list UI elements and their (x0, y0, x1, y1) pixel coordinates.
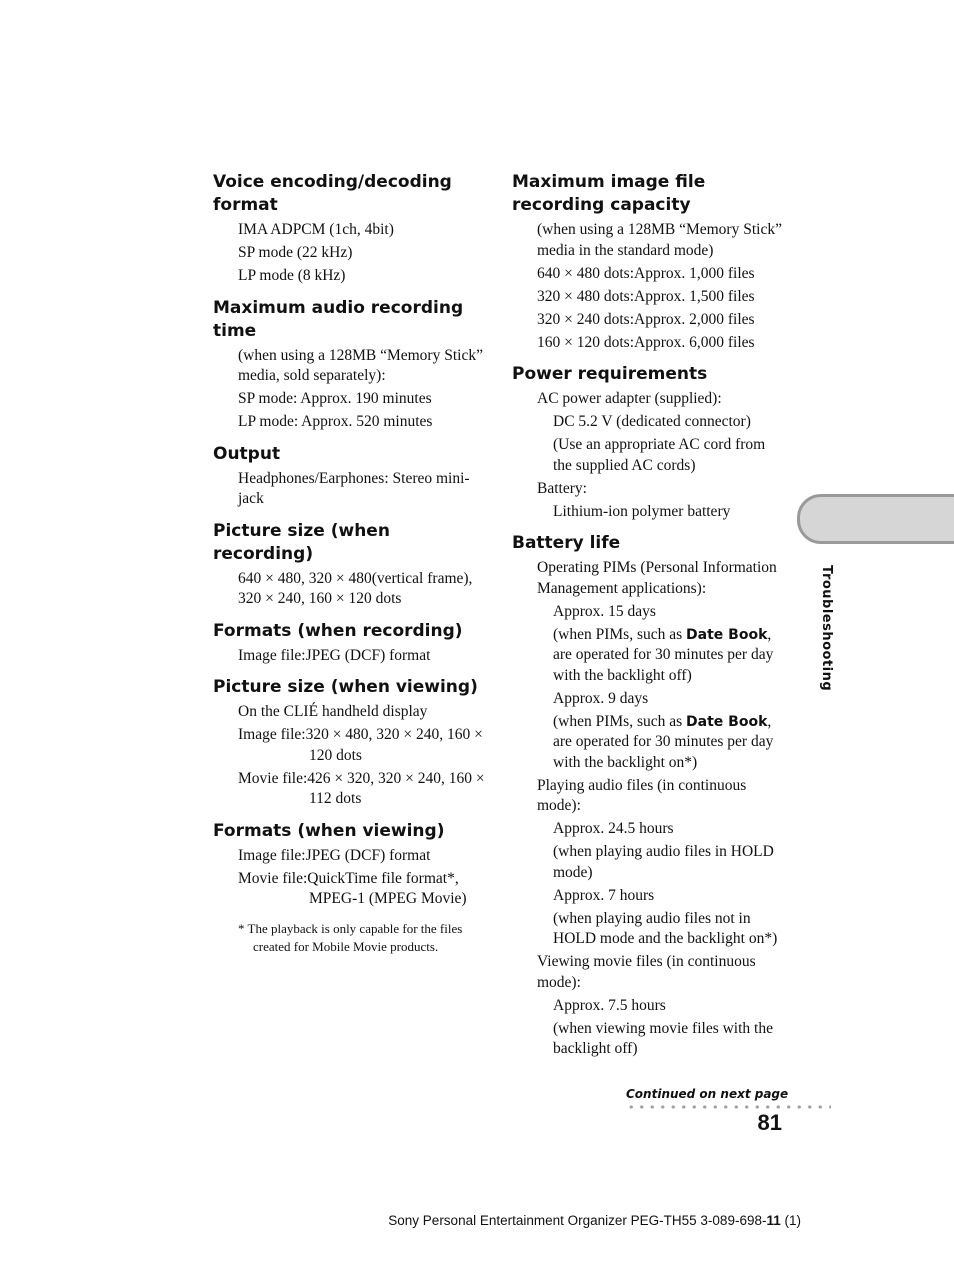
formats-recording-text: Image file:JPEG (DCF) format (238, 646, 431, 664)
audio-time-note: (when using a 128MB “Memory Stick” media, sold separately): (238, 346, 483, 384)
voice-line-2: SP mode (22 kHz) (238, 244, 353, 261)
battery-15-note-post: , are operated for 30 minutes per day with the backlight off) (553, 625, 774, 684)
formats-recording-section (213, 620, 488, 667)
image-capacity-line-2: 320 × 480 dots:Approx. 1,500 files (537, 287, 755, 305)
formats-viewing-movie: Movie file:QuickTime file format*, MPEG-1 (MPEG Movie) (238, 869, 467, 907)
battery-7-5-hours: Approx. 7.5 hours (553, 996, 666, 1014)
footer-text: Sony Personal Entertainment Organizer PEG-TH55 3-089-698- (388, 1213, 767, 1228)
battery-7-hours: Approx. 7 hours (553, 886, 655, 904)
picture-recording-section (213, 520, 488, 610)
battery-24-5-note: (when playing audio files in HOLD mode) (553, 843, 774, 881)
picture-recording-heading: Picture size (when recording) (213, 520, 390, 564)
battery-24-5-hours: Approx. 24.5 hours (553, 820, 674, 837)
picture-viewing-movie: Movie file:426 × 320, 320 × 240, 160 × 112 dots (238, 769, 485, 807)
battery-15-days: Approx. 15 days (553, 602, 656, 620)
image-capacity-note: (when using a 128MB “Memory Stick” media in the standard mode) (537, 221, 782, 259)
picture-viewing-image: Image file:320 × 480, 320 × 240, 160 × 120 dots (238, 726, 483, 764)
battery-15-note-pre: (when PIMs, such as (553, 625, 687, 643)
voice-heading: Voice encoding/decoding format (213, 172, 452, 215)
date-book-app-name: Date Book (686, 713, 768, 730)
battery-7-note: (when playing audio files not in HOLD mode and the backlight on*) (553, 909, 778, 947)
date-book-app-name: Date Book (686, 626, 768, 643)
picture-viewing-section (213, 676, 488, 810)
page-number: 81 (757, 1110, 782, 1135)
continued-note: Continued on next page (626, 1087, 789, 1101)
section-tab-label: Troubleshooting (819, 565, 834, 692)
battery-pims: Operating PIMs (Personal Information Management applications): (537, 559, 777, 597)
image-capacity-line-4: 160 × 120 dots:Approx. 6,000 files (537, 333, 755, 351)
power-cord: (Use an appropriate AC cord from the supplied AC cords) (553, 436, 766, 474)
formats-viewing-section (213, 820, 488, 910)
footnote: * The playback is only capable for the files created for Mobile Movie products. (238, 920, 463, 954)
battery-audio: Playing audio files (in continuous mode): (537, 776, 747, 814)
battery-movie: Viewing movie files (in continuous mode): (537, 953, 756, 991)
image-capacity-section (512, 171, 787, 353)
battery-life-section (512, 532, 787, 1060)
voice-line-3: LP mode (8 kHz) (238, 267, 346, 284)
picture-viewing-heading: Picture size (when viewing) (213, 677, 478, 697)
battery-life-heading: Battery life (512, 533, 621, 553)
power-heading: Power requirements (512, 364, 708, 384)
picture-viewing-display: On the CLIÉ handheld display (238, 703, 428, 720)
image-capacity-heading: Maximum image file recording capacity (512, 172, 706, 215)
output-text: Headphones/Earphones: Stereo mini-jack (238, 469, 470, 507)
image-capacity-line-3: 320 × 240 dots:Approx. 2,000 files (537, 310, 755, 328)
audio-time-sp: SP mode: Approx. 190 minutes (238, 390, 432, 407)
dotted-rule (626, 1105, 831, 1109)
output-section (213, 443, 488, 510)
formats-recording-heading: Formats (when recording) (213, 620, 463, 641)
left-column (213, 171, 488, 956)
battery-15-note (512, 625, 787, 687)
power-battery: Battery: (537, 479, 587, 497)
battery-9-note-pre: (when PIMs, such as (553, 712, 687, 730)
picture-recording-text: 640 × 480, 320 × 480(vertical frame), 320 × 240, 160 × 120 dots (238, 569, 473, 607)
power-section (512, 363, 787, 522)
audio-time-lp: LP mode: Approx. 520 minutes (238, 413, 433, 430)
voice-line-1: IMA ADPCM (1ch, 4bit) (238, 221, 394, 238)
power-ac: AC power adapter (supplied): (537, 390, 722, 407)
formats-viewing-heading: Formats (when viewing) (213, 820, 445, 841)
image-capacity-line-1: 640 × 480 dots:Approx. 1,000 files (537, 264, 755, 282)
audio-time-heading: Maximum audio recording time (213, 297, 464, 341)
section-tab (797, 494, 954, 544)
formats-viewing-image: Image file:JPEG (DCF) format (238, 846, 431, 864)
voice-section (213, 171, 488, 287)
right-column (512, 171, 787, 1070)
footer-revision: 11 (766, 1213, 781, 1228)
battery-9-days: Approx. 9 days (553, 689, 649, 707)
footer-tail: (1) (780, 1213, 801, 1228)
audio-time-section (213, 297, 488, 433)
page-footer (300, 1213, 801, 1228)
power-battery-type: Lithium-ion polymer battery (553, 502, 731, 520)
output-heading: Output (213, 443, 281, 464)
battery-9-note-post: , are operated for 30 minutes per day with the backlight on*) (553, 712, 774, 771)
battery-9-note (512, 712, 787, 774)
battery-7-5-note: (when viewing movie files with the backlight off) (553, 1019, 773, 1057)
power-dc: DC 5.2 V (dedicated connector) (553, 413, 751, 430)
